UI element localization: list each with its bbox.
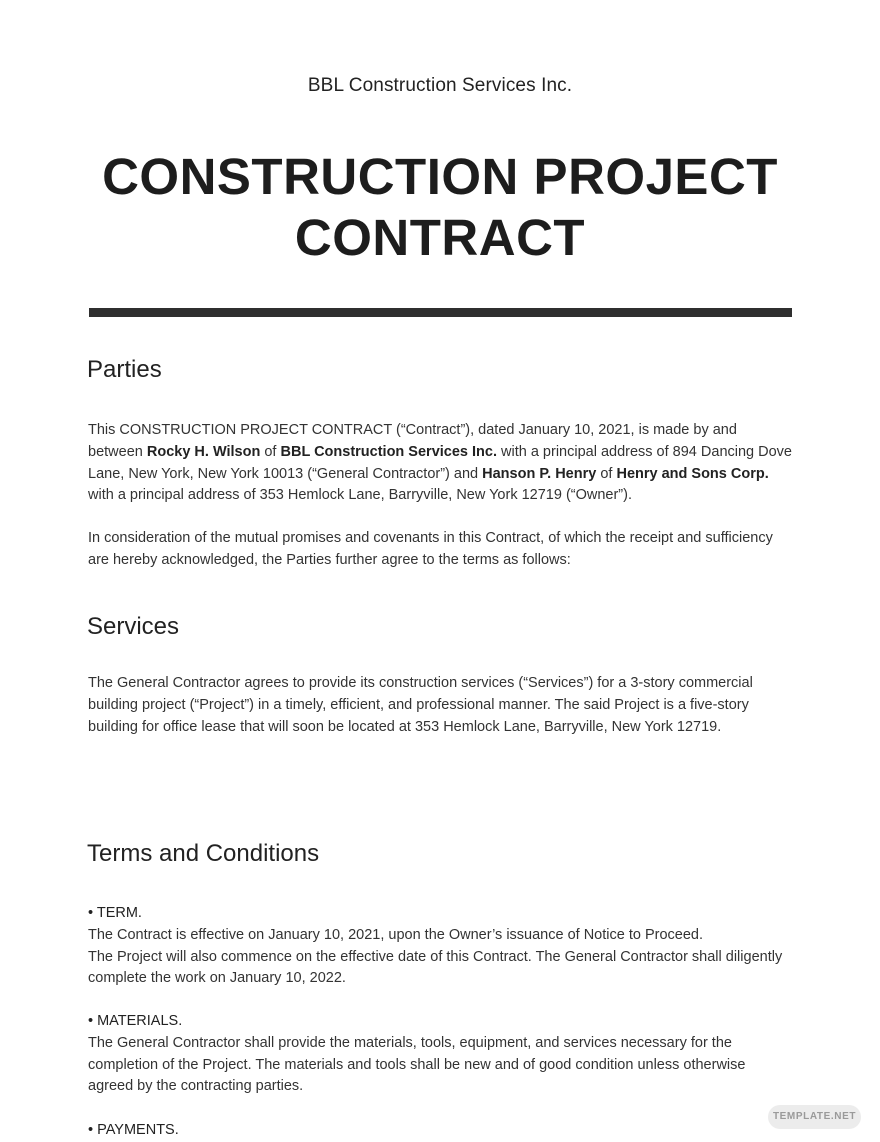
section-heading-parties: Parties <box>87 356 162 383</box>
contractor-name: Rocky H. Wilson <box>146 443 261 460</box>
materials-text: The General Contractor shall provide the materials, tools, equipment, and services necessary for the completion of the Project. The materials and tools shall be new and of good condition unless otherwise agreed by the contracting parties. <box>88 1034 746 1095</box>
title-divider <box>89 308 792 317</box>
owner-name: Hanson P. Henry <box>482 465 597 482</box>
services-paragraph: The General Contractor agrees to provide its construction services (“Services”) for a 3-story commercial building project (“Project”) in a timely, efficient, and professional manner. The said Project is a five-story building for office lease that will soon be located at 353 Hemlock Lane, Barryville, New York 12719. <box>88 675 753 735</box>
document-title <box>0 146 880 268</box>
parties-text-5: with a principal address of 353 Hemlock Lane, Barryville, New York 12719 (“Owner”). <box>88 487 632 504</box>
parties-text-3: with a principal address of 894 Dancing Dove Lane, New York, New York 10013 (“General Contractor”) and <box>88 443 792 482</box>
payments-label: • PAYMENTS. <box>88 1122 179 1138</box>
term-line-2: The Project will also commence on the effective date of this Contract. The General Contractor shall diligently complete the work on January 10, 2022. <box>88 948 783 987</box>
payments-clause <box>88 1120 793 1142</box>
company-name: BBL Construction Services Inc. <box>307 75 573 96</box>
contractor-company: BBL Construction Services Inc. <box>280 443 497 460</box>
parties-text-4: of <box>596 465 617 482</box>
term-line-1: The Contract is effective on January 10, 2021, upon the Owner’s issuance of Notice to Proceed. <box>88 926 703 943</box>
document-title-text: CONSTRUCTION PROJECT CONTRACT <box>102 148 778 266</box>
parties-paragraph <box>88 420 793 507</box>
term-clause <box>88 903 793 990</box>
consideration-paragraph: In consideration of the mutual promises and covenants in this Contract, of which the receipt and sufficiency are hereby acknowledged, the Parties further agree to the terms as follows: <box>88 530 773 568</box>
term-label: • TERM. <box>88 905 142 921</box>
parties-text-2: of <box>260 443 281 460</box>
materials-label: • MATERIALS. <box>88 1013 183 1029</box>
parties-text-1: This CONSTRUCTION PROJECT CONTRACT (“Contract”), dated January 10, 2021, is made by and between <box>88 422 737 460</box>
owner-company: Henry and Sons Corp. <box>616 465 769 482</box>
section-heading-services: Services <box>87 613 180 640</box>
section-heading-terms: Terms and Conditions <box>87 840 320 867</box>
materials-clause <box>88 1011 793 1098</box>
template-watermark[interactable]: TEMPLATE.NET <box>768 1105 861 1129</box>
